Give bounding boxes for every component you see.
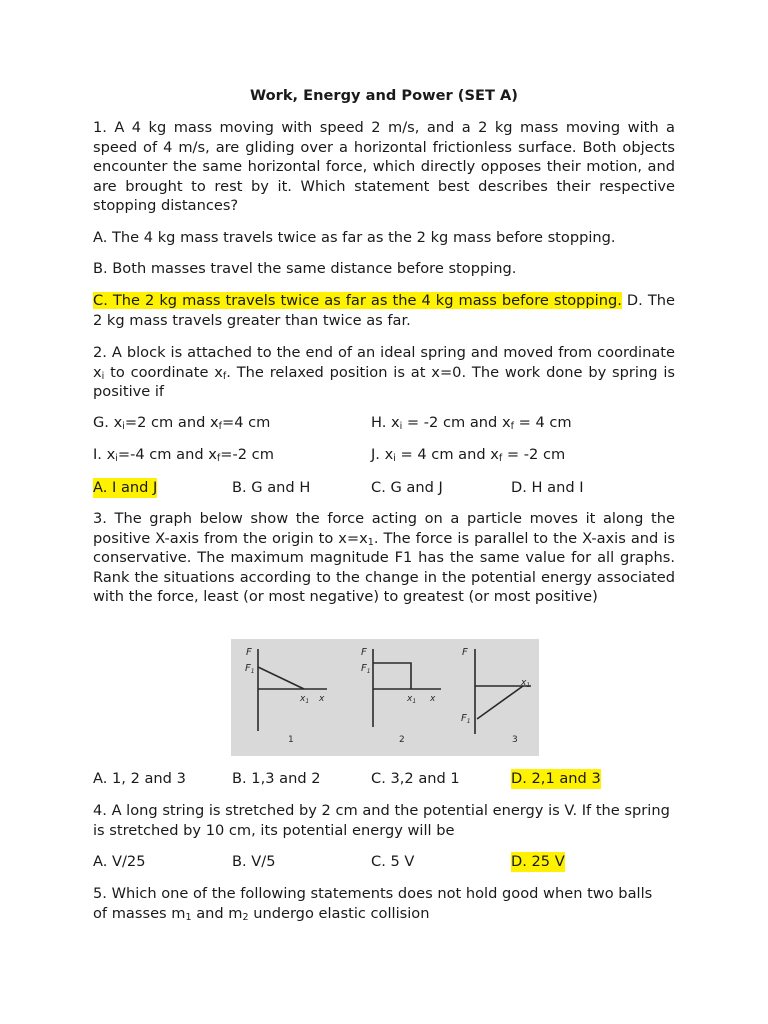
q1-option-c-answer: C. The 2 kg mass travels twice as far as the 4 kg mass before stopping. <box>93 292 622 309</box>
q2-option-d: D. H and I <box>511 479 584 496</box>
q2-option-a-answer: A. I and J <box>93 479 158 496</box>
q2-statement-g: G. $x_i=2$ cm and $x_f=4$ cm <box>93 414 271 432</box>
force-graphs-figure <box>231 639 539 756</box>
q2-statement-h: H. $x_i = -2$ cm and $x_f = 4$ cm <box>371 414 572 432</box>
graph-1-number: 1 <box>288 735 294 745</box>
q4-option-d-answer: D. 25 V <box>511 853 565 870</box>
graph-3-x1-label: $x_1$ <box>521 678 531 689</box>
question-3-text: 3. The graph below show the force acting on a particle moves it along the positive X-axis from the origin to $x=x_1$. The force is parallel to the X-axis and is conservative. The maximum magnitude F1 has the same value for all graphs. Rank the situations according to the change in the potential energy associated with the force, least (or most negative) to greatest (or most positive) <box>93 510 676 606</box>
q4-option-a: A. V/25 <box>93 853 146 870</box>
q4-option-c: C. 5 V <box>371 853 415 870</box>
graph-1-x-label: x <box>319 694 325 704</box>
graph-1-f1-label: $F_1$ <box>245 663 255 675</box>
q1-option-a: A. The 4 kg mass travels twice as far as the 2 kg mass before stopping. <box>93 229 616 246</box>
graph-3-number: 3 <box>512 735 518 745</box>
graph-2-x-label: x <box>430 694 436 704</box>
graph-2-number: 2 <box>399 735 405 745</box>
question-1-text: 1. A 4 kg mass moving with speed 2 m/s, and a 2 kg mass moving with a speed of 4 m/s, are gliding over a horizontal frictionless surface. Both objects encounter the same horizontal force, which directly opposes their motion, and are brought to rest by it. Which statement best describes their respective stopping distances? <box>93 119 675 215</box>
q1-option-c-d <box>93 291 675 330</box>
q3-option-c: C. 3,2 and 1 <box>371 770 460 787</box>
q3-option-a: A. 1, 2 and 3 <box>93 770 186 787</box>
question-2-text: 2. A block is attached to the end of an ideal spring and moved from coordinate $x_i$ to coordinate $x_f$. The relaxed position is at x=0. The work done by spring is positive if <box>93 344 675 401</box>
graph-3-f1-label: $F_1$ <box>461 713 471 725</box>
q2-option-b: B. G and H <box>232 479 311 496</box>
q1-option-d: D. The 2 kg mass travels greater than twice as far. <box>93 292 675 329</box>
q1-option-b: B. Both masses travel the same distance before stopping. <box>93 260 517 277</box>
graph-1-x1-label: $x_1$ <box>300 694 310 705</box>
graph-2-f1-label: $F_1$ <box>361 663 371 675</box>
question-5-text: 5. Which one of the following statements does not hold good when two balls of masses $m_1$ and $m_2$ undergo elastic collision <box>93 885 653 923</box>
graph-1-f-label: F <box>246 647 252 658</box>
graph-2-x1-label: $x_1$ <box>407 694 417 705</box>
q2-option-c: C. G and J <box>371 479 443 496</box>
graph-2 <box>373 649 441 727</box>
graph-1 <box>258 649 327 731</box>
page-title: Work, Energy and Power (SET A) <box>250 87 518 104</box>
q3-option-b: B. 1,3 and 2 <box>232 770 321 787</box>
question-4-text: 4. A long string is stretched by 2 cm and the potential energy is V. If the spring is stretched by 10 cm, its potential energy will be <box>93 802 670 839</box>
q4-option-b: B. V/5 <box>232 853 276 870</box>
graph-2-f-label: F <box>361 647 367 658</box>
q2-statement-j: J. $x_i = 4$ cm and $x_f = -2$ cm <box>371 446 566 464</box>
q3-option-d-answer: D. 2,1 and 3 <box>511 770 601 787</box>
q2-statement-i: I. $x_i=-4$ cm and $x_f=-2$ cm <box>93 446 274 464</box>
graph-3-f-label: F <box>462 647 468 658</box>
graph-3 <box>475 649 531 734</box>
